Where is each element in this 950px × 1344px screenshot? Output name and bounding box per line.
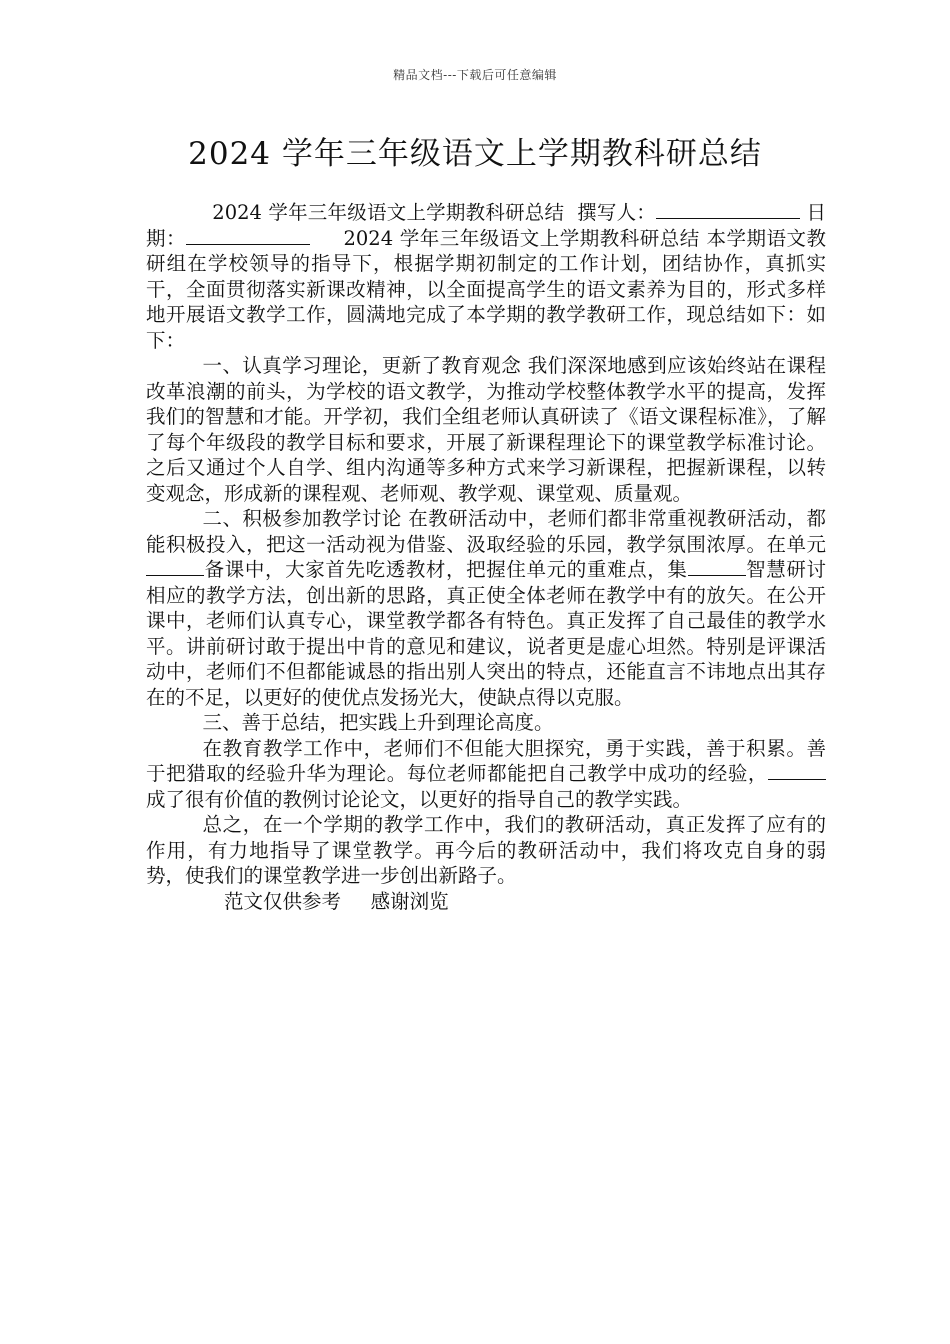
section-1: 一、认真学习理论，更新了教育观念 我们深深地感到应该始终站在课程改革浪潮的前头，为学校的语文教学，为推动学校整体教学水平的提高，发挥我们的智慧和才能。开学初，我们全组老师认真研读了《语文课程标准》，了解了每个年级段的教学目标和要求，开展了新课程理论下的课堂教学标准讨论。之后又通过个人自学、组内沟通等多种方式来学习新课程，把握新课程，以转变观念，形成新的课程观、老师观、教学观、课堂观、质量观。: [146, 354, 826, 505]
section-2-blank-2: [688, 557, 746, 576]
meta-repeat-title: 2024 学年三年级语文上学期教科研总结: [212, 201, 565, 224]
section-3: [146, 736, 826, 813]
conclusion: 总之，在一个学期的教学工作中，我们的教研活动，真正发挥了应有的作用，有力地指导了课堂教学。再今后的教研活动中，我们将攻克自身的弱势，使我们的课堂教学进一步创出新路子。: [146, 813, 826, 887]
section-3-part-2: 成了很有价值的教例讨论论文，以更好的指导自己的教学实践。: [146, 787, 693, 811]
author-blank-cont: [778, 200, 800, 219]
section-2: [146, 506, 826, 710]
section-2-part-3: 智慧研讨相应的教学方法，创出新的思路，真正使全体老师在教学中有的放矢。在公开课中，老师们认真专心，课堂教学都各有特色。真正发挥了自己最佳的教学水平。讲前研讨敢于提出中肯的意见和建议，说者更是虚心坦然。特别是评课活动中，老师们不但都能诚恳的指出别人突出的特点，还能直言不讳地点出其存在的不足，以更好的使优点发扬光大，使缺点得以克服。: [146, 558, 826, 709]
section-2-part-1: 二、积极参加教学讨论 在教研活动中，老师们都非常重视教研活动，都能积极投入，把这一活动视为借鉴、汲取经验的乐园，教学氛围浓厚。在单元: [146, 507, 826, 556]
section-3-part-1: 在教育教学工作中，老师们不但能大胆探究，勇于实践，善于积累。善于把猎取的经验升华为理论。每位老师都能把自己教学中成功的经验，: [146, 736, 826, 785]
footer-thanks: 感谢浏览: [370, 889, 449, 913]
document-body: [146, 200, 826, 914]
date-label: 日 期：: [146, 201, 826, 250]
section-3-blank: [768, 761, 826, 780]
author-label: 撰写人：: [577, 201, 657, 224]
section-2-blank-1: [146, 557, 204, 576]
meta-repeat-title-2: 2024 学年三年级语文上学期教科研总结: [343, 226, 700, 250]
section-2-part-2: 备课中，大家首先吃透教材，把握住单元的重难点，集: [204, 558, 688, 581]
intro-text: 本学期语文教研组在学校领导的指导下，根据学期初制定的工作计划，团结协作，真抓实干，全面贯彻落实新课改精神，以全面提高学生的语文素养为目的，形式多样地开展语文教学工作，圆满地完成了本学期的教学教研工作，现总结如下：如下：: [146, 226, 826, 352]
section-3-heading: 三、善于总结，把实践上升到理论高度。: [202, 711, 554, 734]
footer-ref: 范文仅供参考: [224, 889, 342, 913]
document-title: 2024 学年三年级语文上学期教科研总结: [188, 136, 762, 172]
date-blank: [186, 226, 310, 245]
meta-paragraph: [146, 200, 826, 353]
author-blank: [656, 200, 778, 219]
header-note: 精品文档---下载后可任意编辑: [393, 68, 557, 82]
footer-note: [146, 889, 826, 915]
